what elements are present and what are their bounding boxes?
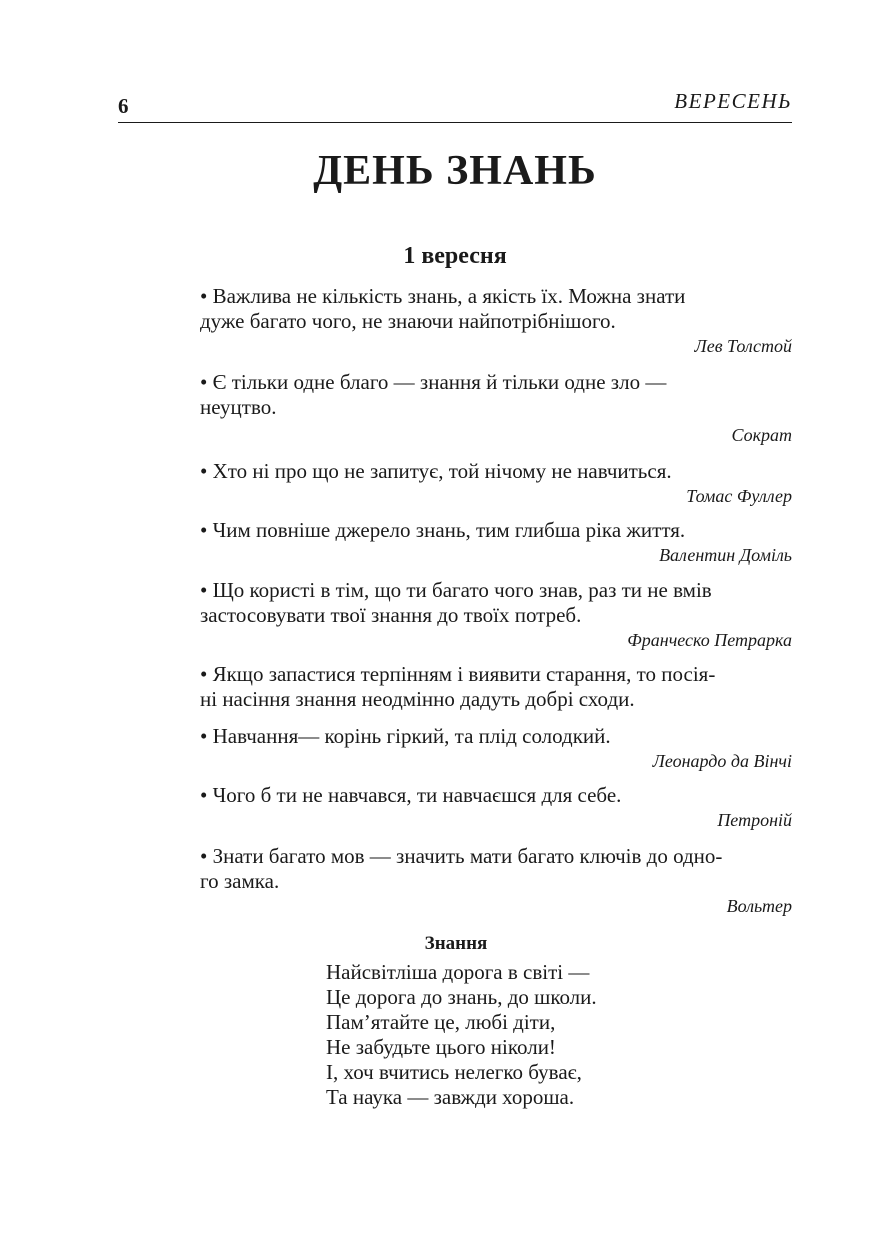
quote-author: Сократ bbox=[731, 425, 792, 445]
quote-text: • Важлива не кількість знань, а якість їх. Можна знати дуже багато чого, не знаючи найпотрібнішого. bbox=[200, 284, 686, 333]
quote-text: • Чим повніше джерело знань, тим глибша ріка життя. bbox=[200, 518, 686, 542]
quote-item bbox=[200, 783, 792, 831]
quote-author: Валентин Доміль bbox=[659, 545, 792, 565]
quote-author: Томас Фуллер bbox=[686, 486, 792, 506]
quote-item bbox=[200, 578, 792, 651]
running-head: ВЕРЕСЕНЬ bbox=[674, 89, 792, 113]
poem-line: Це дорога до знань, до школи. bbox=[326, 985, 597, 1009]
page-number: 6 bbox=[118, 94, 129, 118]
page-title: ДЕНЬ ЗНАНЬ bbox=[313, 148, 597, 194]
quote-text: • Якщо запастися терпінням і виявити старання, то посія- ні насіння знання неодмінно дадуть добрі сходи. bbox=[200, 662, 716, 711]
quote-author: Петроній bbox=[717, 810, 792, 830]
poem-body bbox=[326, 960, 597, 1110]
poem-line: Не забудьте цього ніколи! bbox=[326, 1035, 556, 1059]
quote-text: • Що користі в тім, що ти багато чого знав, раз ти не вмів застосовувати твої знання до твоїх потреб. bbox=[200, 578, 712, 627]
quote-item bbox=[200, 370, 792, 446]
header-rule bbox=[118, 122, 792, 123]
poem-line: Пам’ятайте це, любі діти, bbox=[326, 1010, 556, 1034]
quote-text: • Хто ні про що не запитує, той нічому не навчиться. bbox=[200, 459, 672, 483]
quote-item bbox=[200, 662, 792, 712]
quote-text: • Чого б ти не навчався, ти навчаєшся для себе. bbox=[200, 783, 622, 807]
quote-author: Леонардо да Вінчі bbox=[652, 751, 792, 771]
section-date: 1 вересня bbox=[403, 243, 507, 269]
quote-item bbox=[200, 724, 792, 772]
quote-author: Вольтер bbox=[726, 896, 792, 916]
quote-author: Франческо Петрарка bbox=[627, 630, 792, 650]
poem-line: Та наука — завжди хороша. bbox=[326, 1085, 575, 1109]
quote-text: • Навчання— корінь гіркий, та плід солодкий. bbox=[200, 724, 611, 748]
poem-title: Знання bbox=[424, 933, 488, 954]
quote-item bbox=[200, 459, 792, 507]
poem-line: І, хоч вчитись нелегко буває, bbox=[326, 1060, 582, 1084]
quote-item bbox=[200, 518, 792, 566]
quote-item bbox=[200, 844, 792, 917]
quote-item bbox=[200, 284, 792, 357]
quote-text: • Знати багато мов — значить мати багато ключів до одно- го замка. bbox=[200, 844, 723, 893]
quotes-list bbox=[200, 284, 792, 917]
poem-line: Найсвітліша дорога в світі — bbox=[326, 960, 590, 984]
quote-text: • Є тільки одне благо — знання й тільки одне зло — неуцтво. bbox=[200, 370, 667, 419]
quote-author: Лев Толстой bbox=[694, 336, 792, 356]
